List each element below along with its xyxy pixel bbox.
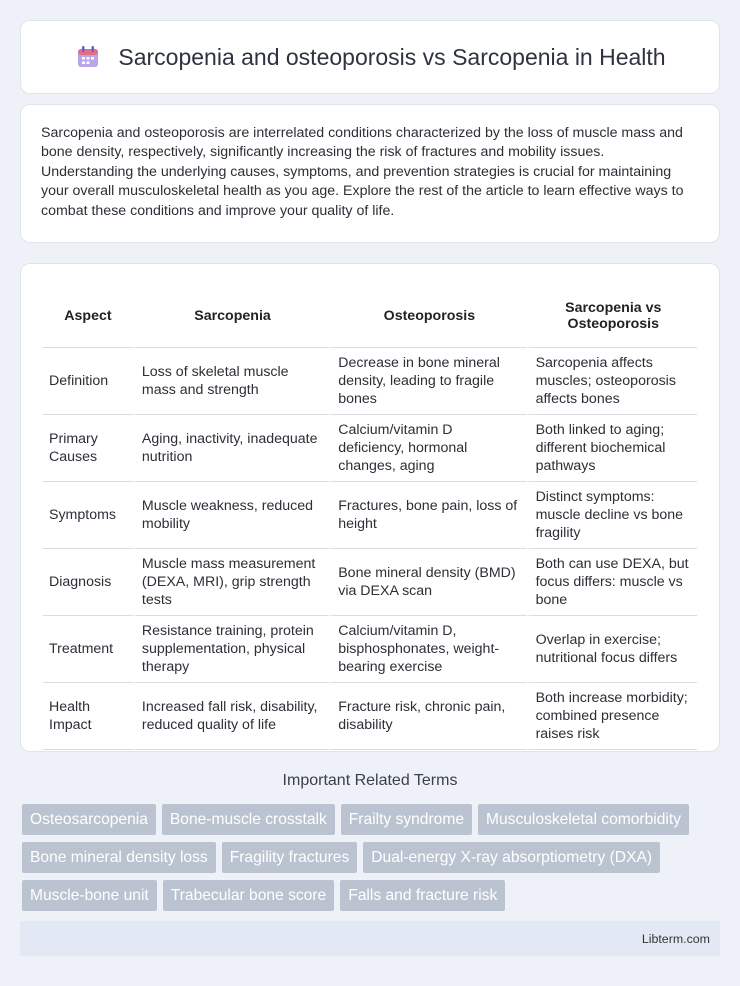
table-cell: Symptoms	[43, 482, 133, 549]
related-term-tag[interactable]: Frailty syndrome	[341, 804, 472, 835]
table-cell: Distinct symptoms: muscle decline vs bone fragility	[527, 482, 697, 549]
table-cell: Bone mineral density (BMD) via DEXA scan	[329, 549, 526, 616]
related-term-tag[interactable]: Musculoskeletal comorbidity	[478, 804, 689, 835]
table-cell: Diagnosis	[43, 549, 133, 616]
column-header-comparison: Sarcopenia vs Osteoporosis	[527, 284, 697, 348]
related-term-tag[interactable]: Trabecular bone score	[163, 880, 334, 911]
related-term-tag[interactable]: Muscle-bone unit	[22, 880, 157, 911]
footer	[20, 921, 720, 956]
calendar-icon	[74, 43, 102, 71]
related-term-tag[interactable]: Bone mineral density loss	[22, 842, 216, 873]
table-row	[43, 348, 697, 415]
table-cell: Both increase morbidity; combined presence raises risk	[527, 683, 697, 750]
comparison-table	[43, 284, 697, 750]
table-cell: Aging, inactivity, inadequate nutrition	[133, 415, 329, 482]
related-terms-title: Important Related Terms	[282, 772, 458, 789]
table-cell: Muscle weakness, reduced mobility	[133, 482, 329, 549]
table-row	[43, 616, 697, 683]
header-card	[20, 20, 720, 94]
table-cell: Muscle mass measurement (DEXA, MRI), grip strength tests	[133, 549, 329, 616]
comparison-table-card	[20, 263, 720, 752]
table-cell: Definition	[43, 348, 133, 415]
column-header-sarcopenia: Sarcopenia	[133, 284, 329, 348]
table-cell: Decrease in bone mineral density, leading to fragile bones	[329, 348, 526, 415]
table-cell: Treatment	[43, 616, 133, 683]
related-term-tag[interactable]: Dual-energy X-ray absorptiometry (DXA)	[363, 842, 660, 873]
table-cell: Both linked to aging; different biochemical pathways	[527, 415, 697, 482]
related-term-tag[interactable]: Fragility fractures	[222, 842, 358, 873]
column-header-aspect: Aspect	[43, 284, 133, 348]
table-cell: Health Impact	[43, 683, 133, 750]
related-term-tag[interactable]: Falls and fracture risk	[340, 880, 505, 911]
table-cell: Calcium/vitamin D deficiency, hormonal changes, aging	[329, 415, 526, 482]
page-title: Sarcopenia and osteoporosis vs Sarcopenia in Health	[118, 43, 666, 70]
table-cell: Fracture risk, chronic pain, disability	[329, 683, 526, 750]
table-row	[43, 415, 697, 482]
table-cell: Primary Causes	[43, 415, 133, 482]
table-row	[43, 683, 697, 750]
table-row	[43, 482, 697, 549]
title-wrap	[74, 43, 665, 71]
table-cell: Fractures, bone pain, loss of height	[329, 482, 526, 549]
table-cell: Sarcopenia affects muscles; osteoporosis affects bones	[527, 348, 697, 415]
intro-paragraph: Sarcopenia and osteoporosis are interrelated conditions characterized by the loss of muscle mass and bone density, respectively, significantly increasing the risk of fractures and mobility issues. Understanding the underlying causes, symptoms, and prevention strategies is crucial for maintaining your overall musculoskeletal health as you age. Explore the rest of the article to learn effective ways to combat these conditions and improve your quality of life.	[41, 125, 684, 219]
table-cell: Both can use DEXA, but focus differs: muscle vs bone	[527, 549, 697, 616]
table-row	[43, 549, 697, 616]
table-cell: Calcium/vitamin D, bisphosphonates, weight-bearing exercise	[329, 616, 526, 683]
table-cell: Resistance training, protein supplementation, physical therapy	[133, 616, 329, 683]
related-term-tag[interactable]: Bone-muscle crosstalk	[162, 804, 335, 835]
table-cell: Overlap in exercise; nutritional focus differs	[527, 616, 697, 683]
intro-card	[20, 104, 720, 243]
related-term-tag[interactable]: Osteosarcopenia	[22, 804, 156, 835]
column-header-osteoporosis: Osteoporosis	[329, 284, 526, 348]
table-header-row	[43, 284, 697, 348]
footer-site-link[interactable]: Libterm.com	[641, 931, 710, 946]
related-terms-tags	[22, 804, 722, 911]
table-cell: Loss of skeletal muscle mass and strength	[133, 348, 329, 415]
table-cell: Increased fall risk, disability, reduced quality of life	[133, 683, 329, 750]
